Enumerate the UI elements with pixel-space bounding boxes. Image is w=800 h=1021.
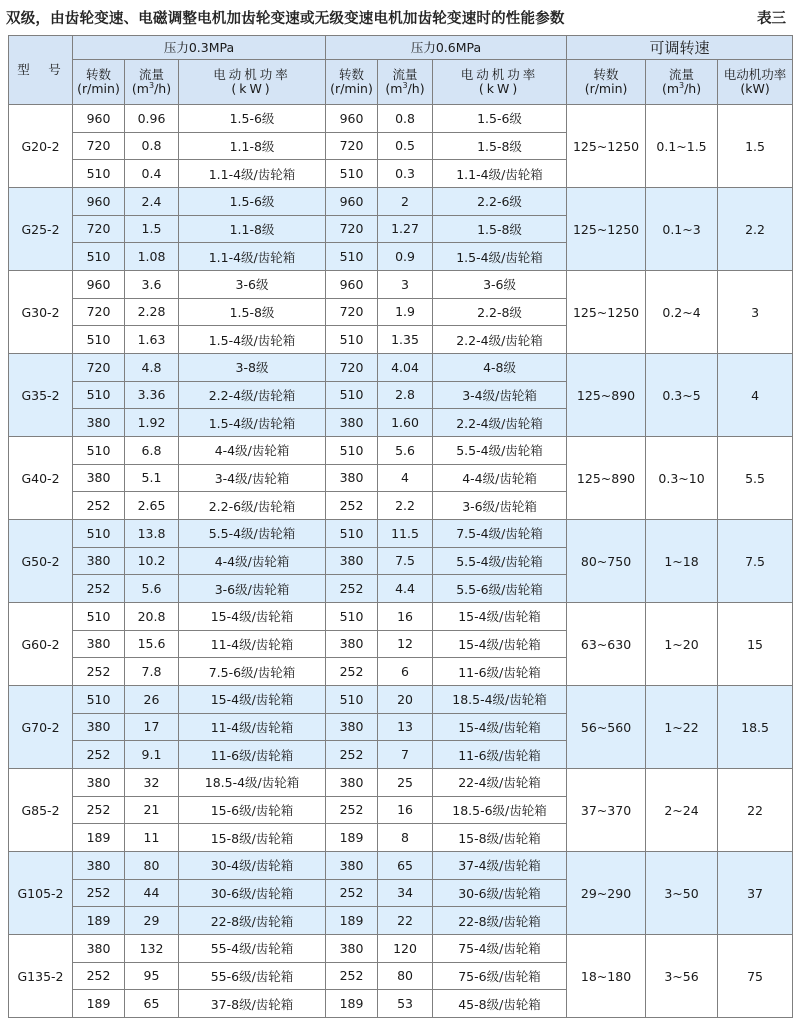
- adj-power-cell: 15: [718, 603, 793, 686]
- performance-table: [8, 35, 793, 1018]
- flow-cell: 4.8: [125, 354, 179, 382]
- flow-cell: 9.1: [125, 741, 179, 769]
- power-cell: 1.5-8级: [179, 298, 326, 326]
- power-cell: 18.5-4级/齿轮箱: [433, 686, 567, 714]
- speed-cell: 189: [73, 907, 125, 935]
- power-cell: 37-8级/齿轮箱: [179, 990, 326, 1018]
- power-cell: 15-4级/齿轮箱: [433, 713, 567, 741]
- flow-cell: 0.8: [378, 105, 433, 133]
- adj-speed-cell: 125~890: [567, 354, 646, 437]
- speed-cell: 960: [73, 188, 125, 216]
- power-cell: 1.1-8级: [179, 215, 326, 243]
- flow-cell: 4: [378, 464, 433, 492]
- power-cell: 1.5-8级: [433, 132, 567, 160]
- model-name: G105-2: [9, 852, 73, 935]
- flow-cell: 34: [378, 879, 433, 907]
- power-header: 电动机功率 (kW): [433, 60, 567, 105]
- speed-cell: 189: [73, 824, 125, 852]
- speed-cell: 510: [326, 686, 378, 714]
- power-cell: 4-4级/齿轮箱: [433, 464, 567, 492]
- flow-cell: 1.35: [378, 326, 433, 354]
- model-name: G60-2: [9, 603, 73, 686]
- speed-header: 转数 (r/min): [326, 60, 378, 105]
- flow-cell: 11.5: [378, 520, 433, 548]
- adj-power-cell: 7.5: [718, 520, 793, 603]
- speed-cell: 510: [326, 243, 378, 271]
- flow-cell: 22: [378, 907, 433, 935]
- speed-cell: 252: [326, 575, 378, 603]
- model-header: 型 号: [9, 36, 73, 105]
- power-cell: 75-6级/齿轮箱: [433, 962, 567, 990]
- flow-cell: 65: [125, 990, 179, 1018]
- model-group: [9, 105, 793, 188]
- power-cell: 1.5-6级: [179, 188, 326, 216]
- flow-cell: 6: [378, 658, 433, 686]
- flow-header: 流量 $(m^3/h)$: [125, 60, 179, 105]
- adj-speed-cell: 56~560: [567, 686, 646, 769]
- power-cell: 5.5-6级/齿轮箱: [433, 575, 567, 603]
- flow-cell: 6.8: [125, 437, 179, 465]
- table-number: 表三: [757, 10, 786, 27]
- speed-cell: 380: [73, 464, 125, 492]
- power-cell: 7.5-4级/齿轮箱: [433, 520, 567, 548]
- flow-cell: 0.4: [125, 160, 179, 188]
- power-cell: 1.1-4级/齿轮箱: [179, 160, 326, 188]
- speed-cell: 189: [326, 990, 378, 1018]
- power-cell: 2.2-8级: [433, 298, 567, 326]
- table-row: [9, 354, 793, 382]
- speed-cell: 252: [326, 879, 378, 907]
- flow-cell: 7.8: [125, 658, 179, 686]
- flow-cell: 15.6: [125, 630, 179, 658]
- power-cell: 1.5-4级/齿轮箱: [179, 409, 326, 437]
- speed-cell: 720: [326, 215, 378, 243]
- flow-cell: 13: [378, 713, 433, 741]
- adj-flow-cell: 0.1~1.5: [646, 105, 718, 188]
- adj-power-cell: 75: [718, 935, 793, 1018]
- model-group: [9, 520, 793, 603]
- table-row: [9, 188, 793, 216]
- flow-cell: 1.5: [125, 215, 179, 243]
- power-cell: 3-6级: [433, 271, 567, 299]
- speed-cell: 380: [73, 547, 125, 575]
- speed-cell: 510: [326, 160, 378, 188]
- power-cell: 15-6级/齿轮箱: [179, 796, 326, 824]
- power-cell: 5.5-4级/齿轮箱: [433, 437, 567, 465]
- power-cell: 11-6级/齿轮箱: [179, 741, 326, 769]
- power-cell: 15-4级/齿轮箱: [433, 603, 567, 631]
- power-cell: 22-4级/齿轮箱: [433, 769, 567, 797]
- flow-cell: 44: [125, 879, 179, 907]
- speed-cell: 510: [326, 520, 378, 548]
- power-cell: 11-4级/齿轮箱: [179, 630, 326, 658]
- flow-cell: 10.2: [125, 547, 179, 575]
- power-cell: 75-4级/齿轮箱: [433, 935, 567, 963]
- flow-cell: 7: [378, 741, 433, 769]
- speed-cell: 380: [73, 935, 125, 963]
- flow-cell: 2.4: [125, 188, 179, 216]
- power-cell: 11-6级/齿轮箱: [433, 658, 567, 686]
- adj-flow-cell: 3~56: [646, 935, 718, 1018]
- speed-cell: 252: [326, 658, 378, 686]
- speed-cell: 252: [73, 575, 125, 603]
- table-row: [9, 852, 793, 880]
- power-cell: 30-4级/齿轮箱: [179, 852, 326, 880]
- speed-cell: 960: [326, 188, 378, 216]
- speed-cell: 510: [73, 326, 125, 354]
- adj-power-cell: 1.5: [718, 105, 793, 188]
- speed-cell: 252: [73, 796, 125, 824]
- speed-cell: 380: [73, 630, 125, 658]
- pressure-03-header: 压力0.3MPa: [73, 36, 326, 60]
- power-cell: 22-8级/齿轮箱: [179, 907, 326, 935]
- adj-speed-cell: 29~290: [567, 852, 646, 935]
- power-cell: 11-4级/齿轮箱: [179, 713, 326, 741]
- power-cell: 1.1-4级/齿轮箱: [179, 243, 326, 271]
- pressure-06-header: 压力0.6MPa: [326, 36, 567, 60]
- adj-flow-cell: 0.1~3: [646, 188, 718, 271]
- model-group: [9, 437, 793, 520]
- model-name: G50-2: [9, 520, 73, 603]
- speed-cell: 720: [326, 132, 378, 160]
- adj-power-cell: 2.2: [718, 188, 793, 271]
- model-group: [9, 271, 793, 354]
- flow-cell: 2.8: [378, 381, 433, 409]
- flow-cell: 1.63: [125, 326, 179, 354]
- flow-cell: 32: [125, 769, 179, 797]
- power-cell: 7.5-6级/齿轮箱: [179, 658, 326, 686]
- flow-cell: 5.6: [125, 575, 179, 603]
- flow-cell: 0.96: [125, 105, 179, 133]
- power-cell: 15-4级/齿轮箱: [179, 603, 326, 631]
- adj-flow-cell: 0.2~4: [646, 271, 718, 354]
- model-name: G135-2: [9, 935, 73, 1018]
- power-cell: 45-8级/齿轮箱: [433, 990, 567, 1018]
- flow-cell: 2.65: [125, 492, 179, 520]
- speed-cell: 720: [73, 354, 125, 382]
- speed-cell: 510: [326, 437, 378, 465]
- flow-cell: 1.27: [378, 215, 433, 243]
- adj-power-cell: 18.5: [718, 686, 793, 769]
- speed-cell: 252: [73, 492, 125, 520]
- power-cell: 3-4级/齿轮箱: [433, 381, 567, 409]
- adj-speed-cell: 80~750: [567, 520, 646, 603]
- power-cell: 18.5-6级/齿轮箱: [433, 796, 567, 824]
- model-group: [9, 188, 793, 271]
- power-cell: 15-8级/齿轮箱: [179, 824, 326, 852]
- flow-cell: 29: [125, 907, 179, 935]
- adj-flow-cell: 2~24: [646, 769, 718, 852]
- adj-power-cell: 22: [718, 769, 793, 852]
- flow-cell: 132: [125, 935, 179, 963]
- speed-cell: 189: [326, 907, 378, 935]
- speed-cell: 252: [73, 879, 125, 907]
- adj-power-header: 电动机功率 (kW): [718, 60, 793, 105]
- flow-cell: 3: [378, 271, 433, 299]
- speed-cell: 189: [73, 990, 125, 1018]
- speed-cell: 380: [326, 409, 378, 437]
- speed-cell: 960: [326, 105, 378, 133]
- adj-flow-cell: 1~20: [646, 603, 718, 686]
- power-cell: 11-6级/齿轮箱: [433, 741, 567, 769]
- flow-cell: 20: [378, 686, 433, 714]
- table-row: [9, 603, 793, 631]
- power-cell: 15-8级/齿轮箱: [433, 824, 567, 852]
- power-cell: 3-6级: [179, 271, 326, 299]
- power-cell: 22-8级/齿轮箱: [433, 907, 567, 935]
- adj-speed-header: 转数 (r/min): [567, 60, 646, 105]
- speed-cell: 380: [326, 630, 378, 658]
- flow-cell: 8: [378, 824, 433, 852]
- flow-cell: 0.8: [125, 132, 179, 160]
- speed-cell: 252: [326, 492, 378, 520]
- flow-cell: 1.60: [378, 409, 433, 437]
- power-cell: 2.2-6级: [433, 188, 567, 216]
- power-cell: 18.5-4级/齿轮箱: [179, 769, 326, 797]
- adj-speed-cell: 18~180: [567, 935, 646, 1018]
- power-cell: 4-4级/齿轮箱: [179, 547, 326, 575]
- power-cell: 5.5-4级/齿轮箱: [433, 547, 567, 575]
- power-cell: 1.1-4级/齿轮箱: [433, 160, 567, 188]
- flow-header: 流量 $(m^3/h)$: [378, 60, 433, 105]
- speed-cell: 189: [326, 824, 378, 852]
- flow-cell: 1.08: [125, 243, 179, 271]
- speed-cell: 380: [73, 409, 125, 437]
- speed-cell: 510: [73, 603, 125, 631]
- power-cell: 3-6级/齿轮箱: [433, 492, 567, 520]
- adj-speed-cell: 125~1250: [567, 105, 646, 188]
- adj-speed-cell: 125~890: [567, 437, 646, 520]
- flow-cell: 95: [125, 962, 179, 990]
- adj-speed-cell: 125~1250: [567, 188, 646, 271]
- speed-cell: 720: [73, 132, 125, 160]
- power-cell: 1.5-4级/齿轮箱: [433, 243, 567, 271]
- adj-flow-cell: 1~22: [646, 686, 718, 769]
- model-name: G40-2: [9, 437, 73, 520]
- power-cell: 1.5-4级/齿轮箱: [179, 326, 326, 354]
- model-name: G25-2: [9, 188, 73, 271]
- adj-flow-cell: 0.3~10: [646, 437, 718, 520]
- model-name: G70-2: [9, 686, 73, 769]
- power-cell: 2.2-4级/齿轮箱: [433, 326, 567, 354]
- power-cell: 37-4级/齿轮箱: [433, 852, 567, 880]
- flow-cell: 26: [125, 686, 179, 714]
- table-row: [9, 769, 793, 797]
- flow-cell: 2: [378, 188, 433, 216]
- power-cell: 4-4级/齿轮箱: [179, 437, 326, 465]
- adj-flow-cell: 1~18: [646, 520, 718, 603]
- speed-cell: 720: [326, 298, 378, 326]
- flow-cell: 5.6: [378, 437, 433, 465]
- flow-cell: 53: [378, 990, 433, 1018]
- table-row: [9, 271, 793, 299]
- flow-cell: 21: [125, 796, 179, 824]
- flow-cell: 3.36: [125, 381, 179, 409]
- power-cell: 55-4级/齿轮箱: [179, 935, 326, 963]
- flow-cell: 5.1: [125, 464, 179, 492]
- adj-speed-cell: 125~1250: [567, 271, 646, 354]
- adj-flow-cell: 0.3~5: [646, 354, 718, 437]
- power-cell: 1.1-8级: [179, 132, 326, 160]
- speed-cell: 510: [326, 326, 378, 354]
- model-name: G20-2: [9, 105, 73, 188]
- flow-cell: 13.8: [125, 520, 179, 548]
- flow-cell: 2.28: [125, 298, 179, 326]
- power-header: 电动机功率 (kW): [179, 60, 326, 105]
- power-cell: 3-8级: [179, 354, 326, 382]
- speed-cell: 510: [73, 686, 125, 714]
- speed-cell: 960: [73, 271, 125, 299]
- flow-cell: 80: [125, 852, 179, 880]
- power-cell: 1.5-6级: [179, 105, 326, 133]
- flow-cell: 17: [125, 713, 179, 741]
- speed-cell: 720: [73, 215, 125, 243]
- speed-cell: 510: [73, 243, 125, 271]
- flow-cell: 11: [125, 824, 179, 852]
- title-row: [6, 4, 786, 30]
- speed-cell: 510: [73, 437, 125, 465]
- power-cell: 30-6级/齿轮箱: [179, 879, 326, 907]
- adj-power-cell: 37: [718, 852, 793, 935]
- adj-flow-cell: 3~50: [646, 852, 718, 935]
- flow-cell: 1.9: [378, 298, 433, 326]
- header-row-sub: [9, 60, 793, 105]
- flow-cell: 3.6: [125, 271, 179, 299]
- table-row: [9, 686, 793, 714]
- speed-cell: 380: [326, 935, 378, 963]
- model-name: G85-2: [9, 769, 73, 852]
- flow-cell: 120: [378, 935, 433, 963]
- model-group: [9, 852, 793, 935]
- model-group: [9, 935, 793, 1018]
- flow-cell: 4.4: [378, 575, 433, 603]
- speed-cell: 510: [73, 160, 125, 188]
- flow-cell: 0.9: [378, 243, 433, 271]
- power-cell: 2.2-6级/齿轮箱: [179, 492, 326, 520]
- power-cell: 5.5-4级/齿轮箱: [179, 520, 326, 548]
- model-group: [9, 603, 793, 686]
- speed-cell: 252: [326, 796, 378, 824]
- speed-cell: 380: [326, 547, 378, 575]
- adj-power-cell: 4: [718, 354, 793, 437]
- power-cell: 3-4级/齿轮箱: [179, 464, 326, 492]
- power-cell: 15-4级/齿轮箱: [179, 686, 326, 714]
- table-row: [9, 935, 793, 963]
- model-name: G35-2: [9, 354, 73, 437]
- flow-cell: 12: [378, 630, 433, 658]
- speed-cell: 380: [73, 713, 125, 741]
- adj-flow-header: 流量 $(m^3/h)$: [646, 60, 718, 105]
- speed-cell: 380: [326, 769, 378, 797]
- speed-cell: 380: [73, 769, 125, 797]
- speed-cell: 252: [73, 741, 125, 769]
- adj-power-cell: 3: [718, 271, 793, 354]
- speed-cell: 510: [326, 381, 378, 409]
- flow-cell: 0.5: [378, 132, 433, 160]
- adj-speed-cell: 37~370: [567, 769, 646, 852]
- flow-cell: 16: [378, 603, 433, 631]
- power-cell: 1.5-8级: [433, 215, 567, 243]
- speed-cell: 380: [73, 852, 125, 880]
- model-group: [9, 769, 793, 852]
- flow-cell: 0.3: [378, 160, 433, 188]
- speed-cell: 720: [326, 354, 378, 382]
- speed-cell: 510: [326, 603, 378, 631]
- flow-cell: 4.04: [378, 354, 433, 382]
- table-row: [9, 105, 793, 133]
- speed-cell: 510: [73, 381, 125, 409]
- power-cell: 2.2-4级/齿轮箱: [433, 409, 567, 437]
- speed-cell: 720: [73, 298, 125, 326]
- speed-cell: 960: [73, 105, 125, 133]
- flow-cell: 16: [378, 796, 433, 824]
- adj-power-cell: 5.5: [718, 437, 793, 520]
- table-row: [9, 437, 793, 465]
- speed-cell: 252: [326, 741, 378, 769]
- flow-cell: 2.2: [378, 492, 433, 520]
- flow-cell: 20.8: [125, 603, 179, 631]
- table-row: [9, 520, 793, 548]
- model-group: [9, 354, 793, 437]
- adjustable-speed-header: 可调转速: [567, 36, 793, 60]
- power-cell: 30-6级/齿轮箱: [433, 879, 567, 907]
- power-cell: 55-6级/齿轮箱: [179, 962, 326, 990]
- header-row-top: [9, 36, 793, 60]
- power-cell: 3-6级/齿轮箱: [179, 575, 326, 603]
- flow-cell: 25: [378, 769, 433, 797]
- flow-cell: 65: [378, 852, 433, 880]
- flow-cell: 7.5: [378, 547, 433, 575]
- speed-cell: 380: [326, 464, 378, 492]
- power-cell: 4-8级: [433, 354, 567, 382]
- speed-cell: 252: [73, 962, 125, 990]
- speed-cell: 252: [73, 658, 125, 686]
- speed-cell: 960: [326, 271, 378, 299]
- flow-cell: 80: [378, 962, 433, 990]
- speed-cell: 380: [326, 713, 378, 741]
- model-group: [9, 686, 793, 769]
- speed-cell: 380: [326, 852, 378, 880]
- power-cell: 15-4级/齿轮箱: [433, 630, 567, 658]
- power-cell: 2.2-4级/齿轮箱: [179, 381, 326, 409]
- page-title: 双级，由齿轮变速、电磁调整电机加齿轮变速或无级变速电机加齿轮变速时的性能参数: [6, 10, 565, 27]
- speed-cell: 510: [73, 520, 125, 548]
- flow-cell: 1.92: [125, 409, 179, 437]
- adj-speed-cell: 63~630: [567, 603, 646, 686]
- speed-header: 转数 (r/min): [73, 60, 125, 105]
- power-cell: 1.5-6级: [433, 105, 567, 133]
- model-name: G30-2: [9, 271, 73, 354]
- speed-cell: 252: [326, 962, 378, 990]
